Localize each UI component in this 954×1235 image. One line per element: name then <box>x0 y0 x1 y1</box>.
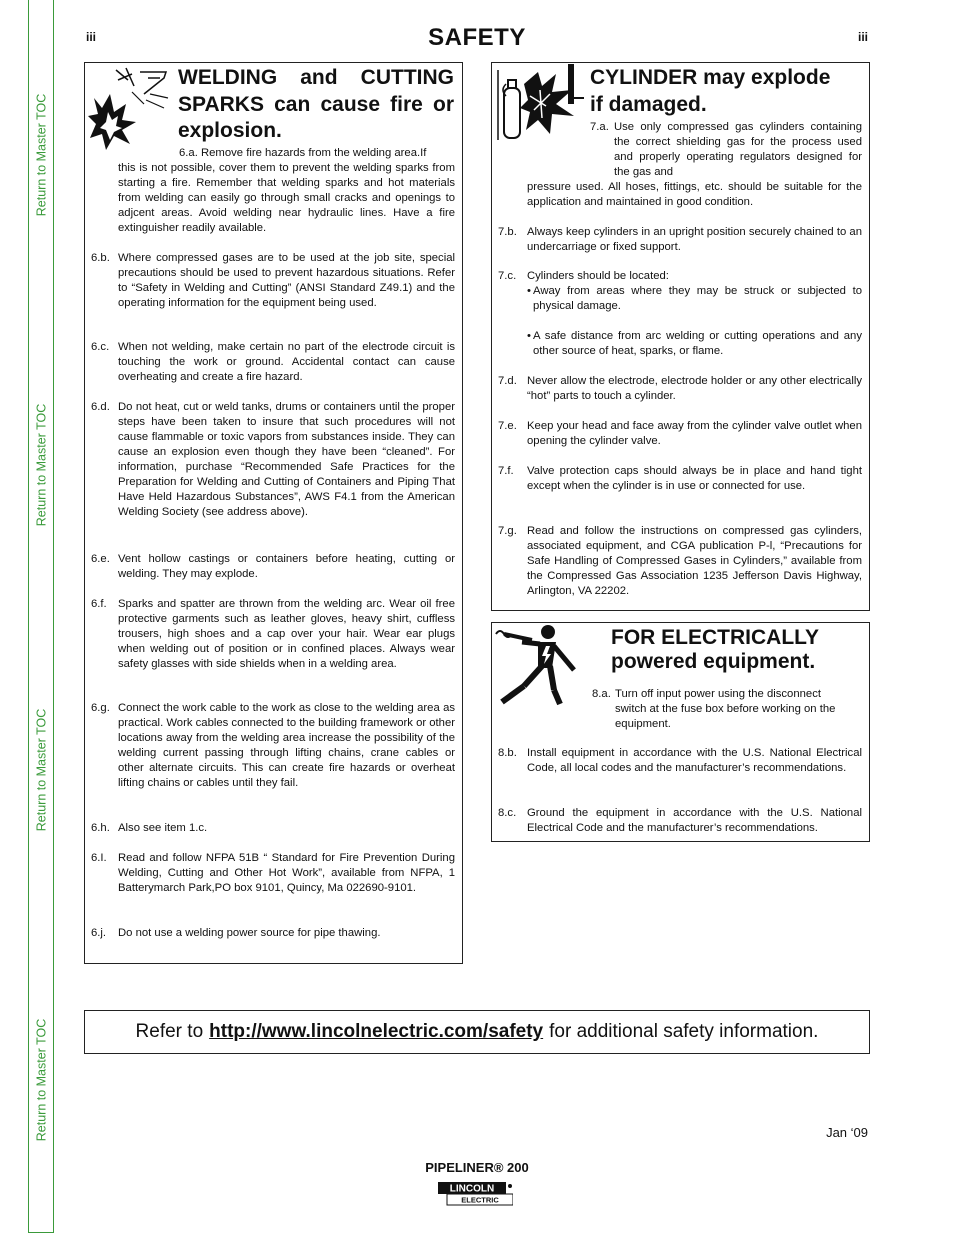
item-number: 6.h. <box>91 822 110 834</box>
cylinder-bullet-1 <box>527 284 862 314</box>
heading-line: if damaged. <box>590 92 707 116</box>
heading-line: FOR ELECTRICALLY <box>611 626 820 649</box>
item-text: Also see item 1.c. <box>118 822 208 834</box>
return-to-master-toc-link-3[interactable] <box>28 685 54 855</box>
cylinder-bullet-2 <box>527 329 862 359</box>
toc-link-label: Return to Master TOC <box>34 93 48 217</box>
item-6e <box>91 552 455 582</box>
electrical-heading <box>611 626 863 674</box>
item-text: Do not use a welding power source for pipe thawing. <box>118 927 381 939</box>
page-title: SAFETY <box>428 24 526 51</box>
item-6c <box>91 340 455 385</box>
fire-explosion-icon <box>88 64 174 150</box>
item-text: Remove fire hazards from the welding area.If <box>200 147 427 159</box>
heading-line: CYLINDER may explode <box>590 66 831 89</box>
safety-url-link[interactable]: http://www.lincolnelectric.com/safety <box>209 1021 544 1042</box>
page-number-right: iii <box>857 30 868 44</box>
safety-info-banner <box>84 1010 870 1054</box>
item-6j <box>91 926 455 941</box>
item-text: Install equipment in accordance with the U.S. National Electrical Code, all local codes and the manufacturer’s recommendations. <box>527 747 862 774</box>
item-number: 7.c. <box>498 270 517 282</box>
item-number: 7.f. <box>498 465 514 477</box>
item-text: When not welding, make certain no part of the electrode circuit is touching the work or ground. Accidental contact can cause overheating and create a fire hazard. <box>118 341 455 383</box>
item-number: 7.g. <box>498 525 517 537</box>
item-6a-continued: this is not possible, cover them to prevent the welding sparks from starting a fire. Remember that welding sparks and hot materials from welding can easily go through small cracks and openings to adjcent areas. Avoid welding near hydraulic lines. Have a fire extinguisher readily available. <box>118 162 455 234</box>
item-number: 7.b. <box>498 226 517 238</box>
bullet-text: Away from areas where they may be struck or subjected to physical damage. <box>533 285 862 312</box>
item-text: Connect the work cable to the work as close to the welding area as practical. Work cables connected to the building framework or other locations away from the welding area increase the possibility of the welding current passing through lifting chains, crane cables or other alternate circuits. This can create fire hazards or overheat lifting chains or cables until they fail. <box>118 702 455 789</box>
refer-suffix: for additional safety information. <box>549 1021 819 1042</box>
item-number: 6.g. <box>91 702 110 714</box>
item-text: Read and follow NFPA 51B “ Standard for Fire Prevention During Welding, Cutting and Other Hot Work”, available from NFPA, 1 Batterymarch Park,PO box 9101, Quincy, Ma 022690-9101. <box>118 852 455 894</box>
page-number-left: iii <box>86 30 97 44</box>
item-text: Sparks and spatter are thrown from the welding arc. Wear oil free protective garments such as leather gloves, heavy shirt, cuffless trousers, high shoes and a cap over your hair. Wear ear plugs when welding out of position or in confined places. Always wear safety glasses with side shields when in a welding area. <box>118 598 455 670</box>
toc-link-label: Return to Master TOC <box>34 708 48 832</box>
item-text: Cylinders should be located: <box>527 270 669 282</box>
item-7a-continued: pressure used. All hoses, fittings, etc. should be suitable for the application and maintained in good condition. <box>527 181 862 208</box>
item-7a <box>590 120 862 180</box>
item-number: 8.c. <box>498 807 517 819</box>
item-6a-first-line <box>179 146 455 161</box>
item-7b <box>498 225 862 255</box>
item-text: Read and follow the instructions on compressed gas cylinders, associated equipment, and CGA publication P-l, “Precautions for Safe Handling of Compressed Gases in Cylinders,” available from the Compressed Gas Association 1235 Jefferson Davis Highway, Arlington, VA 22202. <box>527 525 862 597</box>
item-number: 6.a. <box>179 147 198 159</box>
refer-prefix: Refer to <box>135 1021 204 1042</box>
item-8c <box>498 806 862 836</box>
item-text: Do not heat, cut or weld tanks, drums or containers until the proper steps have been taken to insure that such procedures will not cause flammable or toxic vapors from substances inside. They can cause an explosion even though they have been “cleaned”. For information, purchase “Recommended Safe Practices for the Preparation for Welding and Cutting of Containers and Piping That Have Held Hazardous Substances”, AWS F4.1 from the American Welding Society (see address above). <box>118 401 455 518</box>
logo-text-bottom: ELECTRIC <box>461 1195 499 1205</box>
item-text: Turn off input power using the disconnect switch at the fuse box before working on the equipment. <box>615 688 836 730</box>
item-text: Never allow the electrode, electrode holder or any other electrically “hot” parts to touch a cylinder. <box>527 375 862 402</box>
item-7e <box>498 419 862 449</box>
item-6d <box>91 400 455 520</box>
heading-line: powered equipment. <box>611 650 816 673</box>
bullet-text: A safe distance from arc welding or cutting operations and any other source of heat, sparks, or flame. <box>533 330 862 357</box>
toc-link-label: Return to Master TOC <box>34 1018 48 1142</box>
item-number: 6.e. <box>91 553 110 565</box>
item-text: Use only compressed gas cylinders containing the correct shielding gas for the process used and properly operating regulators designed for the gas and <box>614 121 862 178</box>
item-number: 7.e. <box>498 420 517 432</box>
product-model: PIPELINER® 200 <box>425 1160 529 1175</box>
item-7f <box>498 464 862 494</box>
item-text: Vent hollow castings or containers before heating, cutting or welding. They may explode. <box>118 553 455 580</box>
item-6b <box>91 251 455 311</box>
item-number: 8.b. <box>498 747 517 759</box>
item-6f <box>91 597 455 672</box>
cylinder-heading <box>590 65 865 118</box>
item-number: 6.j. <box>91 927 107 939</box>
item-text: Always keep cylinders in an upright position securely chained to an undercarriage or fixed support. <box>527 226 862 253</box>
bullet-mark: • <box>527 330 531 342</box>
item-number: 6.f. <box>91 598 107 610</box>
cylinder-explosion-icon <box>494 64 586 142</box>
return-to-master-toc-link-4[interactable] <box>28 995 54 1165</box>
item-number: 6.d. <box>91 401 110 413</box>
heading-line: WELDING and CUTTING <box>178 66 454 89</box>
item-8a <box>592 687 854 732</box>
item-6i <box>91 851 455 896</box>
return-to-master-toc-link-2[interactable] <box>28 380 54 550</box>
bullet-mark: • <box>527 285 531 297</box>
item-text: Keep your head and face away from the cylinder valve outlet when opening the cylinder valve. <box>527 420 862 447</box>
heading-line: explosion. <box>178 119 282 142</box>
lincoln-electric-logo <box>437 1180 513 1206</box>
item-text: Where compressed gases are to be used at the job site, special precautions should be used to prevent hazardous situations. Refer to “Safety in Welding and Cutting” (ANSI Standard Z49.1) and the operating information for the equipment being used. <box>118 252 455 309</box>
item-6g <box>91 701 455 791</box>
item-7c <box>498 269 862 284</box>
logo-text-top: LINCOLN <box>449 1183 495 1195</box>
heading-line: SPARKS can cause fire or <box>178 92 454 116</box>
welding-heading <box>178 65 454 145</box>
item-8b <box>498 746 862 776</box>
item-text: Valve protection caps should always be in place and hand tight except when the cylinder is in use or connected for use. <box>527 465 862 492</box>
toc-link-label: Return to Master TOC <box>34 403 48 527</box>
item-number: 6.b. <box>91 252 110 264</box>
electric-shock-icon <box>494 624 584 706</box>
return-to-master-toc-link-1[interactable] <box>28 70 54 240</box>
revision-date: Jan ‘09 <box>826 1125 868 1140</box>
item-7d <box>498 374 862 404</box>
item-number: 7.d. <box>498 375 517 387</box>
item-number: 6.c. <box>91 341 110 353</box>
item-6h <box>91 821 455 836</box>
item-7g <box>498 524 862 599</box>
item-text: Ground the equipment in accordance with the U.S. National Electrical Code and the manufacturer’s recommendations. <box>527 807 862 834</box>
item-number: 8.a. <box>592 688 611 700</box>
item-number: 6.I. <box>91 852 107 864</box>
item-number: 7.a. <box>590 121 609 133</box>
